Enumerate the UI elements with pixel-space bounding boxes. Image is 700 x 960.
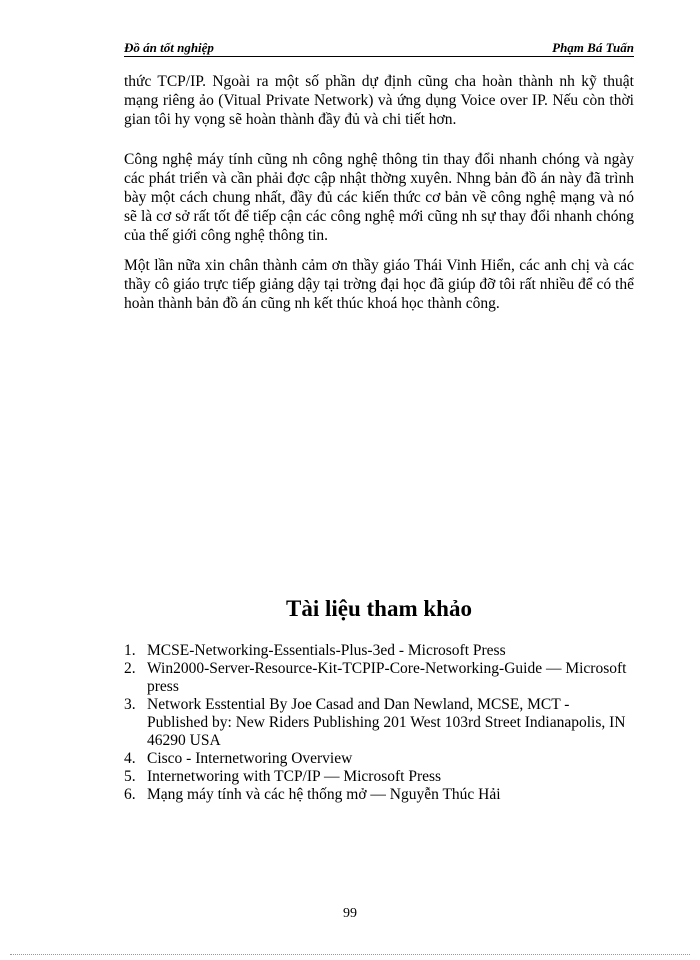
reference-text: Mạng máy tính và các hệ thống mở — Nguyễn Thúc Hải bbox=[147, 786, 501, 803]
reference-number: 6. bbox=[124, 786, 136, 803]
reference-text: Cisco - Internetworing Overview bbox=[147, 750, 353, 767]
body-paragraph-3: Một lần nữa xin chân thành cảm ơn thầy giáo Thái Vinh Hiển, các anh chị và các thầy cô giáo trực tiếp giảng dậy tại trờng đại học đã giúp đỡ tôi rất nhiều để có thể hoàn thành bản đồ án cũng nh kết thúc khoá học thành công. bbox=[124, 257, 634, 312]
page-bottom-divider bbox=[10, 954, 690, 955]
reference-item bbox=[124, 768, 634, 786]
reference-number: 3. bbox=[124, 696, 136, 713]
reference-text: MCSE-Networking-Essentials-Plus-3ed - Microsoft Press bbox=[147, 642, 506, 659]
reference-number: 4. bbox=[124, 750, 136, 767]
reference-text: Win2000-Server-Resource-Kit-TCPIP-Core-Networking-Guide — Microsoft press bbox=[147, 660, 627, 695]
reference-item bbox=[124, 786, 634, 804]
page-number: 99 bbox=[343, 906, 357, 921]
reference-text: Network Esstential By Joe Casad and Dan Newland, MCSE, MCT - Published by: New Riders Publishing 201 West 103rd Street Indianapolis, IN 46290 USA bbox=[147, 696, 626, 749]
header-document-title: Đồ án tốt nghiệp bbox=[124, 40, 214, 55]
reference-item bbox=[124, 642, 634, 660]
reference-item bbox=[124, 750, 634, 768]
reference-item bbox=[124, 660, 634, 696]
header-author-name: Phạm Bá Tuấn bbox=[552, 40, 634, 55]
reference-number: 1. bbox=[124, 642, 136, 659]
reference-item bbox=[124, 696, 634, 750]
body-paragraph-2: Công nghệ máy tính cũng nh công nghệ thông tin thay đổi nhanh chóng và ngày các phát triển và cần phải đợc cập nhật thờng xuyên. Nhng bản đồ án này đã trình bày một cách chung nhất, đầy đủ các kiến thức cơ bản về công nghệ mạng và nó sẽ là cơ sở rất tốt để tiếp cận các công nghệ mới cũng nh sự thay đổi nhanh chóng của thế giới công nghệ thông tin. bbox=[124, 151, 634, 244]
body-paragraph-1: thức TCP/IP. Ngoài ra một số phần dự định cũng cha hoàn thành nh kỹ thuật mạng riêng ảo (Vitual Private Network) và ứng dụng Voice over IP. Nếu còn thời gian tôi hy vọng sẽ hoàn thành đầy đủ và chi tiết hơn. bbox=[124, 73, 634, 128]
references-heading: Tài liệu tham khảo bbox=[286, 596, 472, 621]
reference-number: 5. bbox=[124, 768, 136, 785]
page-header bbox=[124, 38, 634, 57]
reference-number: 2. bbox=[124, 660, 136, 677]
references-list bbox=[124, 642, 634, 804]
reference-text: Internetworing with TCP/IP — Microsoft Press bbox=[147, 768, 442, 785]
